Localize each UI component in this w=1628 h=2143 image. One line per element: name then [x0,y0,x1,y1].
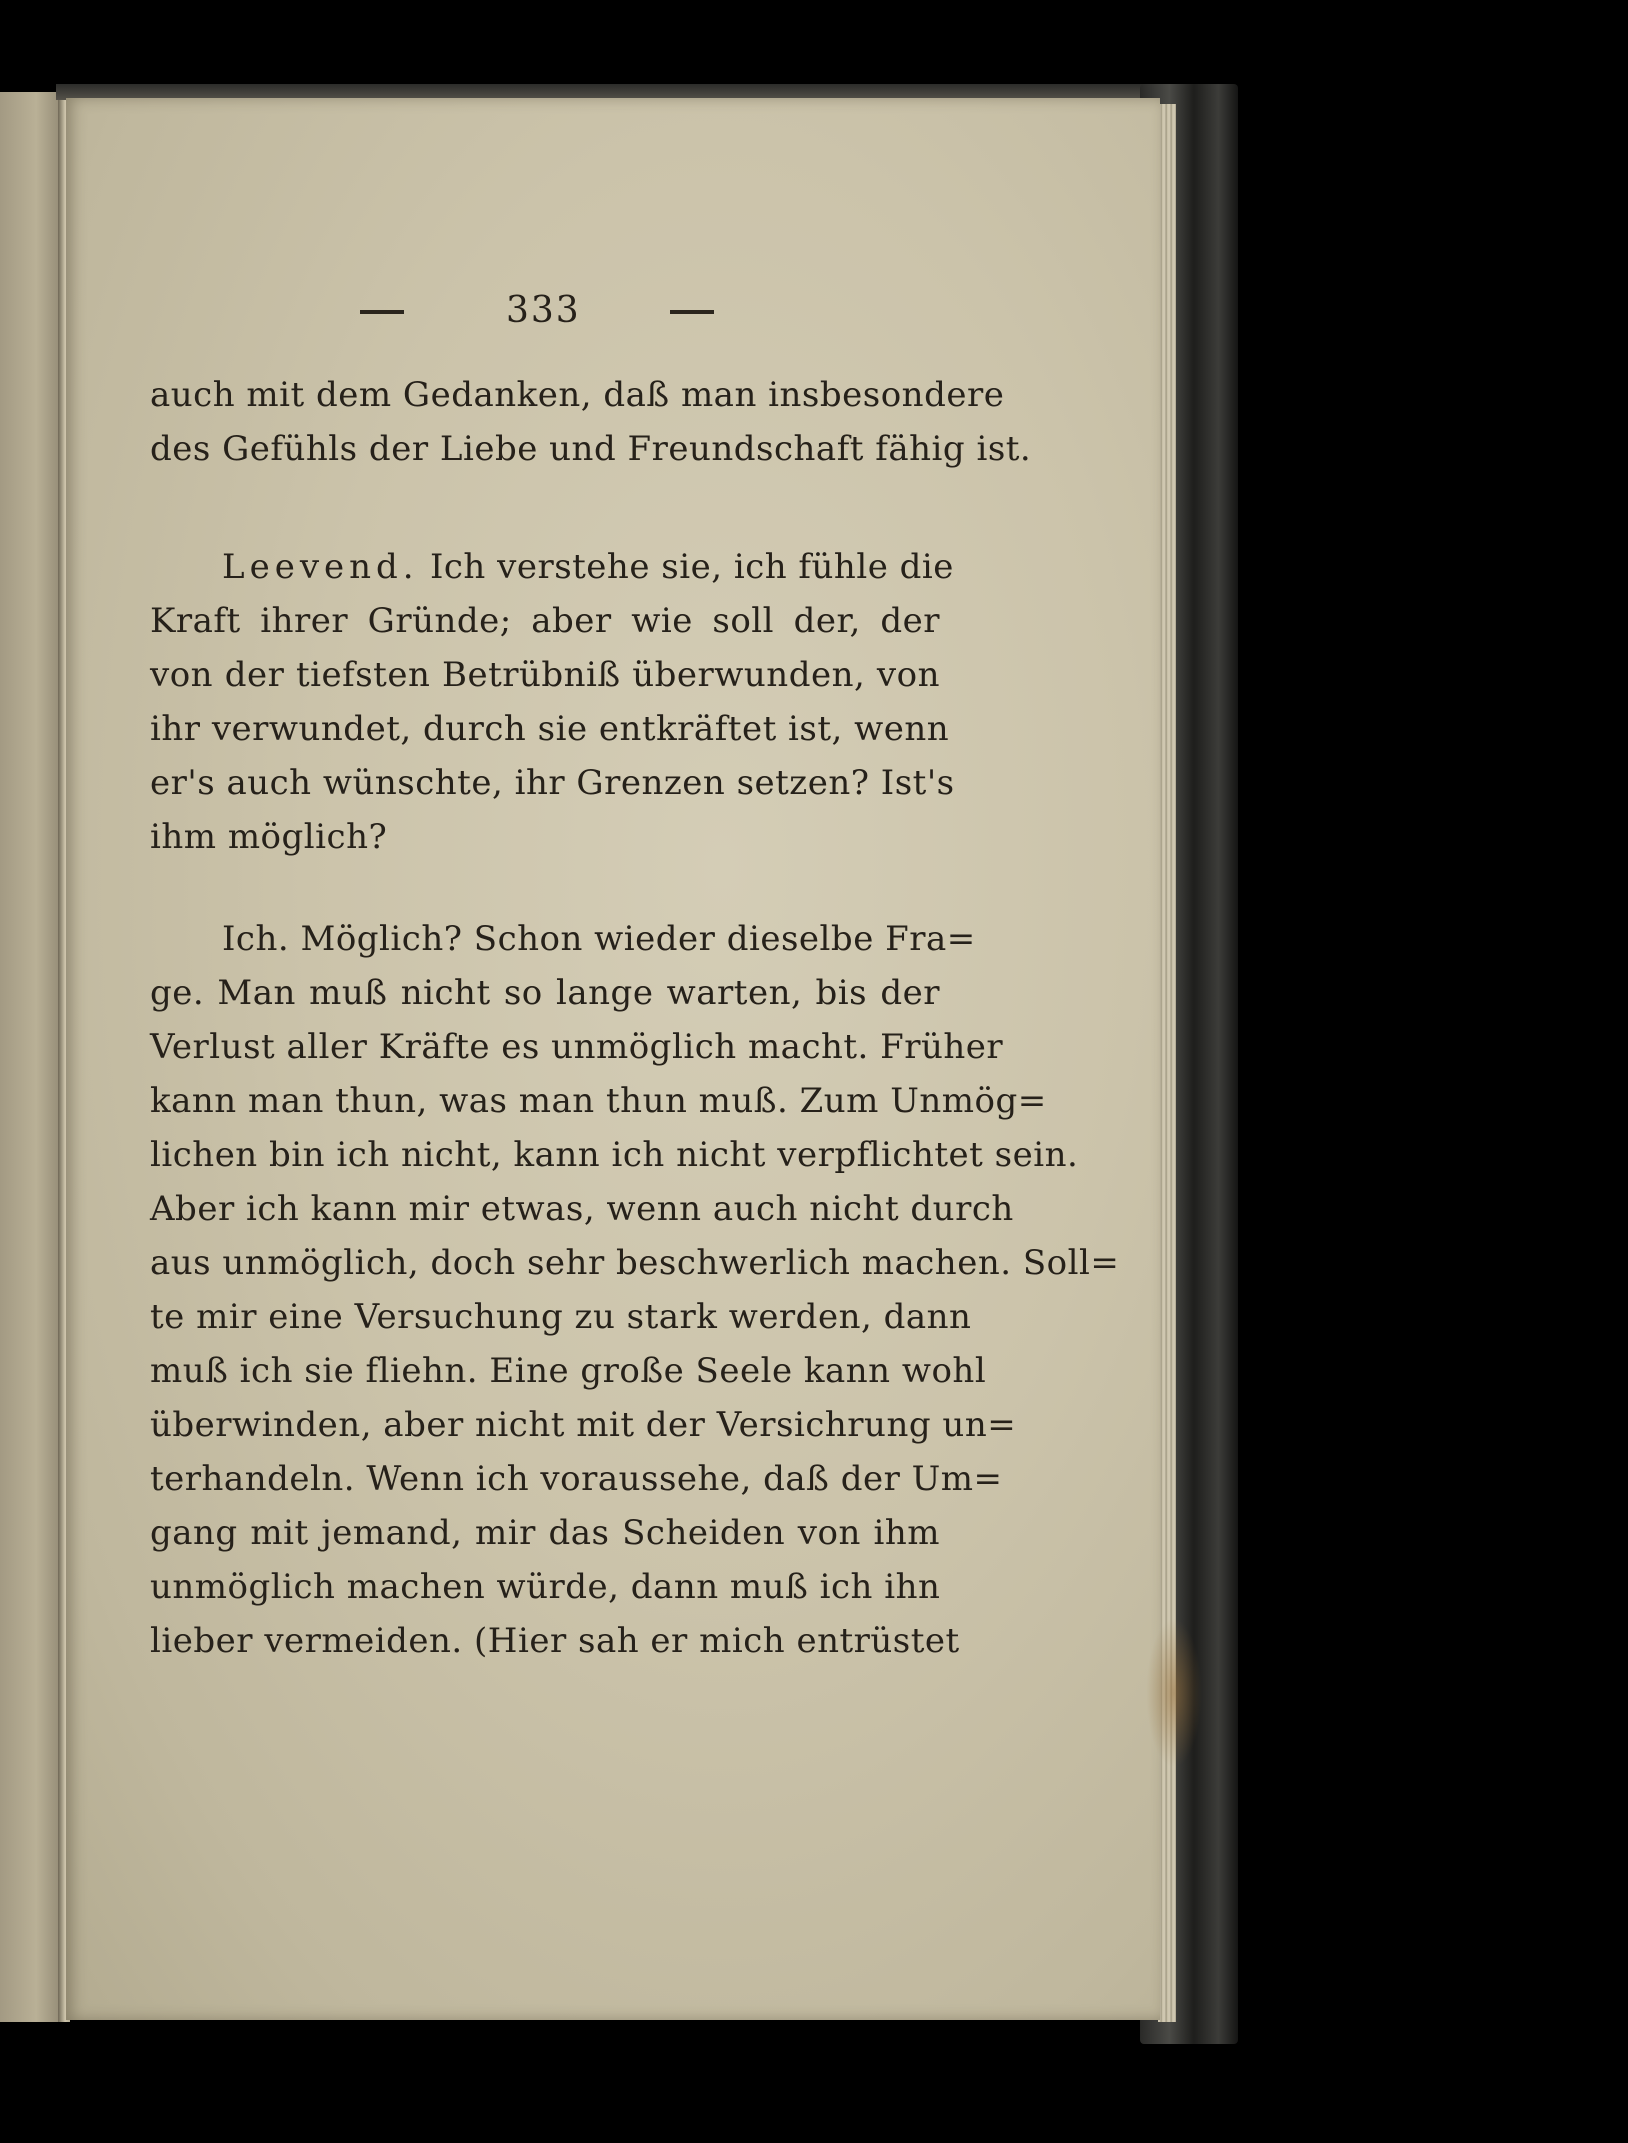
line-text: Ich verstehe sie, ich fühle die [429,547,954,587]
page-number: 333 [506,290,581,331]
text-line: auch mit dem Gedanken, daß man insbesondere [150,375,1005,415]
text-line: Aber ich kann mir etwas, wenn auch nicht durch [150,1189,1014,1229]
text-line: terhandeln. Wenn ich voraussehe, daß der Um= [150,1459,1003,1499]
speaker-name: Ich. [222,919,290,959]
header-dash-right [670,310,714,314]
paragraph-1 [150,368,1032,476]
text-line: von der tiefsten Betrübniß überwunden, von [150,655,940,695]
paragraph-2 [150,540,955,864]
line-text: Möglich? Schon wieder dieselbe Fra= [300,919,976,959]
text-line: überwinden, aber nicht mit der Versichrung un= [150,1405,1017,1445]
text-line: ihr verwundet, durch sie entkräftet ist, wenn [150,709,950,749]
text-line: des Gefühls der Liebe und Freundschaft fähig ist. [150,429,1032,469]
text-line: lieber vermeiden. (Hier sah er mich entrüstet [150,1621,960,1661]
body-text [150,368,1120,1668]
text-line: te mir eine Versuchung zu stark werden, dann [150,1297,972,1337]
text-line: gang mit jemand, mir das Scheiden von ihm [150,1513,940,1553]
left-page-edge [0,92,66,2022]
text-line [150,912,976,966]
page-header [360,290,720,330]
paper-stain [1146,1618,1202,1768]
speaker-name: Leevend. [222,547,419,587]
text-line: aus unmöglich, doch sehr beschwerlich machen. Soll= [150,1243,1120,1283]
text-line: Verlust aller Kräfte es unmöglich macht. Früher [150,1027,1004,1067]
header-dash-left [360,310,404,314]
text-line: unmöglich machen würde, dann muß ich ihn [150,1567,941,1607]
text-line [150,540,954,594]
text-line: ge. Man muß nicht so lange warten, bis der [150,973,940,1013]
text-line: er's auch wünschte, ihr Grenzen setzen? Ist's [150,763,955,803]
text-line: lichen bin ich nicht, kann ich nicht verpflichtet sein. [150,1135,1079,1175]
text-line: ihm möglich? [150,817,388,857]
text-line: muß ich sie fliehn. Eine große Seele kann wohl [150,1351,987,1391]
text-line: Kraft ihrer Gründe; aber wie soll der, der [150,601,940,641]
text-line: kann man thun, was man thun muß. Zum Unmög= [150,1081,1047,1121]
paragraph-3 [150,912,1120,1668]
